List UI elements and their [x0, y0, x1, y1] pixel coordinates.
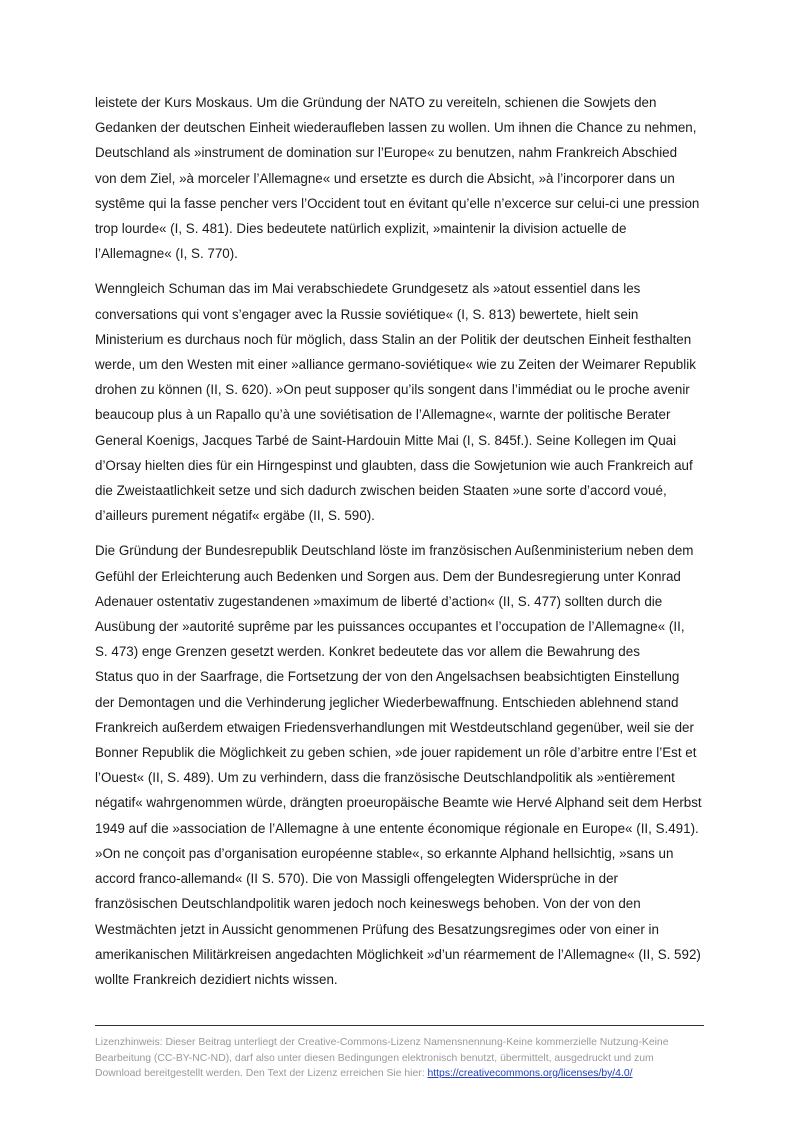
paragraph-3: Die Gründung der Bundesrepublik Deutschland löste im französischen Außenministerium neben dem Gefühl der Erleichterung auch Bedenken und Sorgen aus. Dem der Bundesregierung unter Konrad Adenauer ostentativ zugestandenen »maximum de liberté d’action« (II, S. 477) sollten durch die Ausübung der »autorité suprême par les puissances occupantes et l’occupation de l’Allemagne« (II, S. 473) enge Grenzen gesetzt werden. Konkret bedeutete das vor allem die Bewahrung des Status quo in der Saarfrage, die Fortsetzung der von den Angelsachsen beabsichtigten Einstellung der Demontagen und die Verhinderung jeglicher Wiederbewaffnung. Entschieden ablehnend stand Frankreich außerdem etwaigen Friedensverhandlungen mit Westdeutschland gegenüber, weil sie der Bonner Republik die Möglichkeit zu geben schien, »de jouer rapidement un rôle d’arbitre entre l’Est et l’Ouest« (II, S. 489). Um zu verhindern, dass die französische Deutschlandpolitik als »entièrement négatif« wahrgenommen würde, drängten proeuropäische Beamte wie Hervé Alphand seit dem Herbst 1949 auf die »association de l’Allemagne à une entente économique régionale en Europe« (II, S.491). »On ne conçoit pas d’organisation européenne stable«, so erkannte Alphand hellsichtig, »sans un accord franco-allemand« (II S. 570). Die von Massigli offengelegten Widersprüche in der französischen Deutschlandpolitik waren jedoch noch keineswegs behoben. Von der von den Westmächten jetzt in Aussicht genommenen Prüfung des Besatzungsregimes oder von einer in amerikanischen Militärkreisen angedachten Möglichkeit »d’un réarmement de l’Allemagne« (II, S. 592) wollte Frankreich dezidiert nichts wissen. — [95, 543, 702, 987]
body-text — [95, 90, 715, 1002]
license-notice-text: Lizenzhinweis: Dieser Beitrag unterliegt der Creative-Commons-Lizenz Namensnennung-Keine kommerzielle Nutzung-Keine Bearbeitung (CC-BY-NC-ND), darf also unter diesen Bedingungen elektronisch benutzt, übermittelt, ausgedruckt und zum Download bereitgestellt werden. Den Text der Lizenz erreichen Sie hier: — [95, 1037, 669, 1079]
license-notice — [95, 1035, 715, 1082]
footer-divider — [95, 1025, 704, 1026]
license-link[interactable]: https://creativecommons.org/licenses/by/4.0/ — [427, 1068, 633, 1079]
paragraph-2: Wenngleich Schuman das im Mai verabschiedete Grundgesetz als »atout essentiel dans les conversations qui vont s’engager avec la Russie soviétique« (I, S. 813) bewertete, hielt sein Ministerium es durchaus noch für möglich, dass Stalin an der Politik der deutschen Einheit festhalten werde, um den Westen mit einer »alliance germano-soviétique« wie zu Zeiten der Weimarer Republik drohen zu können (II, S. 620). »On peut supposer qu’ils songent dans l’immédiat ou le proche avenir beaucoup plus à un Rapallo qu’à une soviétisation de l’Allemagne«, warnte der politische Berater General Koenigs, Jacques Tarbé de Saint-Hardouin Mitte Mai (I, S. 845f.). Seine Kollegen im Quai d’Orsay hielten dies für ein Hirngespinst und glaubten, dass die Sowjetunion wie auch Frankreich auf die Zweistaatlichkeit setze und sich dadurch zwischen beiden Staaten »une sorte d’accord voué, d’ailleurs purement négatif« ergäbe (II, S. 590). — [95, 281, 696, 524]
paragraph-1: leistete der Kurs Moskaus. Um die Gründung der NATO zu vereiteln, schienen die Sowjets den Gedanken der deutschen Einheit wiederaufleben lassen zu wollen. Um ihnen die Chance zu nehmen, Deutschland als »instrument de domination sur l’Europe« zu benutzen, nahm Frankreich Abschied von dem Ziel, »à morceler l’Allemagne« und ersetzte es durch die Absicht, »à l’incorporer dans un systême qui la fasse pencher vers l’Occident tout en évitant qu’elle n’excerce sur celui-ci une pression trop lourde« (I, S. 481). Dies bedeutete natürlich explizit, »maintenir la division actuelle de l’Allemagne« (I, S. 770). — [95, 95, 700, 262]
